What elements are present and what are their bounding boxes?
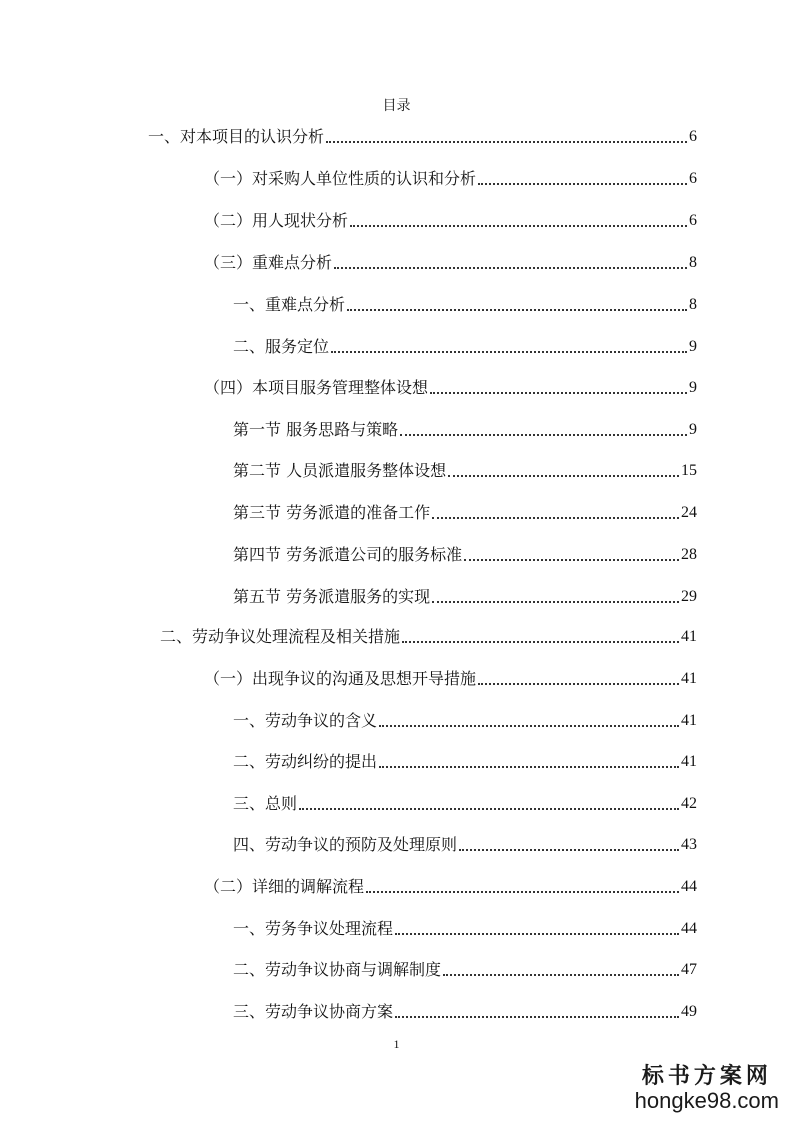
toc-label: 二、劳动纠纷的提出 [233,752,378,771]
toc-label: 三、劳动争议协商方案 [233,1002,394,1021]
toc-leader [478,183,687,185]
toc-label: 第三节 劳务派遣的准备工作 [233,503,431,522]
watermark-logo [635,1066,779,1112]
toc-entry-22[interactable] [233,1001,697,1023]
toc-entry-13[interactable] [160,626,697,648]
toc-page: 49 [681,1003,697,1020]
toc-entry-8[interactable] [233,419,697,441]
toc-leader [379,766,679,768]
toc-page: 9 [689,421,697,438]
toc-page: 8 [689,296,697,313]
toc-leader [432,517,679,519]
toc-leader [459,849,679,851]
toc-label: （一）出现争议的沟通及思想开导措施 [204,669,477,688]
toc-page: 41 [681,712,697,729]
toc-label: （三）重难点分析 [204,253,333,272]
toc-leader [402,641,679,643]
toc-label: （二）详细的调解流程 [204,877,365,896]
toc-label: （二）用人现状分析 [204,211,349,230]
toc-entry-20[interactable] [233,918,697,940]
toc-leader [432,601,679,603]
toc-entry-16[interactable] [233,751,697,773]
toc-label: 一、劳动争议的含义 [233,711,378,730]
toc-leader [478,683,679,685]
toc-page: 41 [681,753,697,770]
toc-leader [448,475,679,477]
toc-leader [334,267,687,269]
toc-page: 44 [681,920,697,937]
toc-entry-18[interactable] [233,834,697,856]
toc-page: 44 [681,878,697,895]
toc-page: 8 [689,254,697,271]
toc-page: 47 [681,961,697,978]
toc-leader [299,808,679,810]
toc-leader [395,1016,679,1018]
toc-label: （一）对采购人单位性质的认识和分析 [204,169,477,188]
toc-page: 41 [681,628,697,645]
toc-leader [379,725,679,727]
toc-leader [331,351,687,353]
toc-label: 一、对本项目的认识分析 [148,127,325,146]
toc-entry-9[interactable] [233,460,697,482]
toc-leader [347,309,687,311]
toc-page: 9 [689,379,697,396]
toc-label: 二、劳动争议处理流程及相关措施 [160,627,401,646]
watermark-en: hongke98.com [634,1088,779,1113]
toc-label: 第二节 人员派遣服务整体设想 [233,461,447,480]
toc-entry-2[interactable] [204,168,697,190]
toc-entry-12[interactable] [233,586,697,608]
toc-page: 28 [681,546,697,563]
toc-page: 6 [689,128,697,145]
toc-entry-5[interactable] [233,294,697,316]
toc-entry-7[interactable] [204,377,697,399]
toc-page: 29 [681,588,697,605]
toc-entry-21[interactable] [233,959,697,981]
toc-label: 二、服务定位 [233,337,330,356]
toc-label: 第五节 劳务派遣服务的实现 [233,587,431,606]
toc-entry-6[interactable] [233,336,697,358]
toc-label: 一、劳务争议处理流程 [233,919,394,938]
toc-label: 一、重难点分析 [233,295,346,314]
toc-page: 24 [681,504,697,521]
toc-entry-14[interactable] [204,668,697,690]
toc-label: 三、总则 [233,794,298,813]
toc-page: 42 [681,795,697,812]
toc-label: 第四节 劳务派遣公司的服务标准 [233,545,463,564]
toc-entry-10[interactable] [233,502,697,524]
toc-leader [350,225,687,227]
toc-label: 二、劳动争议协商与调解制度 [233,960,442,979]
toc-page: 6 [689,170,697,187]
toc-leader [400,434,687,436]
toc-leader [326,141,687,143]
watermark-cn: 标书方案网 [641,1064,772,1089]
toc-label: 第一节 服务思路与策略 [233,420,399,439]
toc-leader [443,974,679,976]
toc-entry-1[interactable] [148,126,697,148]
toc-leader [464,559,679,561]
toc-leader [366,891,679,893]
toc-entry-15[interactable] [233,710,697,732]
toc-leader [430,392,687,394]
toc-entry-17[interactable] [233,793,697,815]
toc-page: 9 [689,338,697,355]
page-number: 1 [393,1037,400,1051]
toc-label: 四、劳动争议的预防及处理原则 [233,835,458,854]
toc-page: 43 [681,836,697,853]
toc-entry-19[interactable] [204,876,697,898]
toc-label: （四）本项目服务管理整体设想 [204,378,429,397]
toc-page: 6 [689,212,697,229]
toc-title: 目录 [382,98,411,114]
toc-entry-3[interactable] [204,210,697,232]
toc-page: 15 [681,462,697,479]
toc-page: 41 [681,670,697,687]
toc-entry-4[interactable] [204,252,697,274]
toc-entry-11[interactable] [233,544,697,566]
toc-leader [395,933,679,935]
